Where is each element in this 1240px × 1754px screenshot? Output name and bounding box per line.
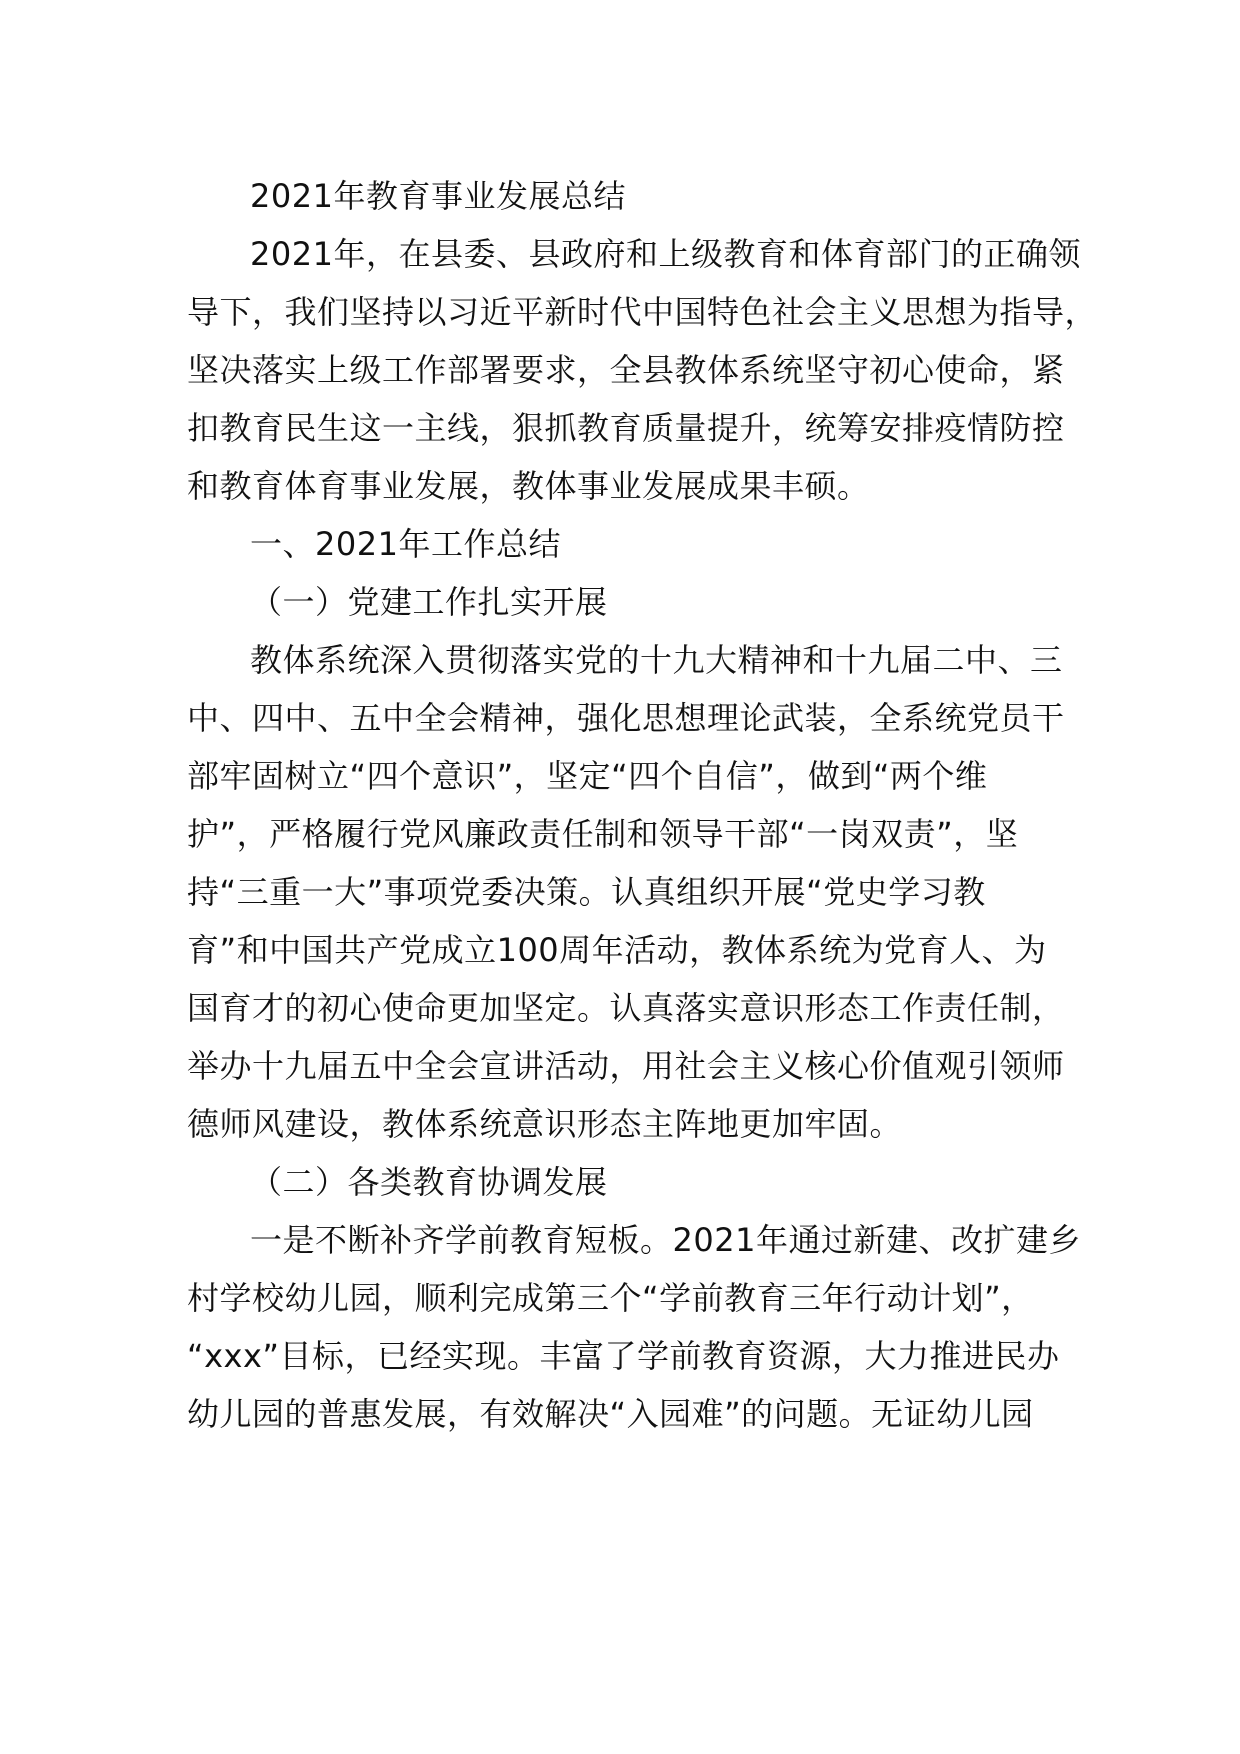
document-title: 2021年教育事业发展总结: [250, 177, 626, 215]
paragraph-line: 护”，严格履行党风廉政责任制和领导干部“一岗双责”，坚: [187, 815, 1019, 853]
paragraph-line: 扣教育民生这一主线，狠抓教育质量提升，统筹安排疫情防控: [187, 409, 1065, 447]
paragraph-line: 中、四中、五中全会精神，强化思想理论武装，全系统党员干: [187, 699, 1065, 737]
paragraph-line: 一是不断补齐学前教育短板。2021年通过新建、改扩建乡: [250, 1221, 1081, 1259]
paragraph-line: 教体系统深入贯彻落实党的十九大精神和十九届二中、三: [250, 641, 1063, 679]
paragraph-line: 导下，我们坚持以习近平新时代中国特色社会主义思想为指导，: [187, 293, 1098, 331]
section-heading: 一、2021年工作总结: [250, 525, 561, 563]
paragraph-line: 坚决落实上级工作部署要求，全县教体系统坚守初心使命，紧: [187, 351, 1065, 389]
paragraph-line: 2021年，在县委、县政府和上级教育和体育部门的正确领: [250, 235, 1081, 273]
paragraph-line: 幼儿园的普惠发展，有效解决“入园难”的问题。无证幼儿园: [187, 1395, 1034, 1433]
paragraph-line: 持“三重一大”事项党委决策。认真组织开展“党史学习教: [187, 873, 986, 911]
paragraph-line: 德师风建设，教体系统意识形态主阵地更加牢固。: [187, 1105, 903, 1143]
paragraph-line: 部牢固树立“四个意识”，坚定“四个自信”，做到“两个维: [187, 757, 988, 795]
paragraph-line: 举办十九届五中全会宣讲活动，用社会主义核心价值观引领师: [187, 1047, 1065, 1085]
paragraph-line: “xxx”目标，已经实现。丰富了学前教育资源，大力推进民办: [187, 1337, 1060, 1375]
paragraph-line: 育”和中国共产党成立100周年活动，教体系统为党育人、为: [187, 931, 1047, 969]
paragraph-line: 和教育体育事业发展，教体事业发展成果丰硕。: [187, 467, 870, 505]
paragraph-line: 村学校幼儿园，顺利完成第三个“学前教育三年行动计划”，: [187, 1279, 1034, 1317]
paragraph-line: 国育才的初心使命更加坚定。认真落实意识形态工作责任制，: [187, 989, 1065, 1027]
subsection-heading: （二）各类教育协调发展: [250, 1163, 608, 1201]
subsection-heading: （一）党建工作扎实开展: [250, 583, 608, 621]
